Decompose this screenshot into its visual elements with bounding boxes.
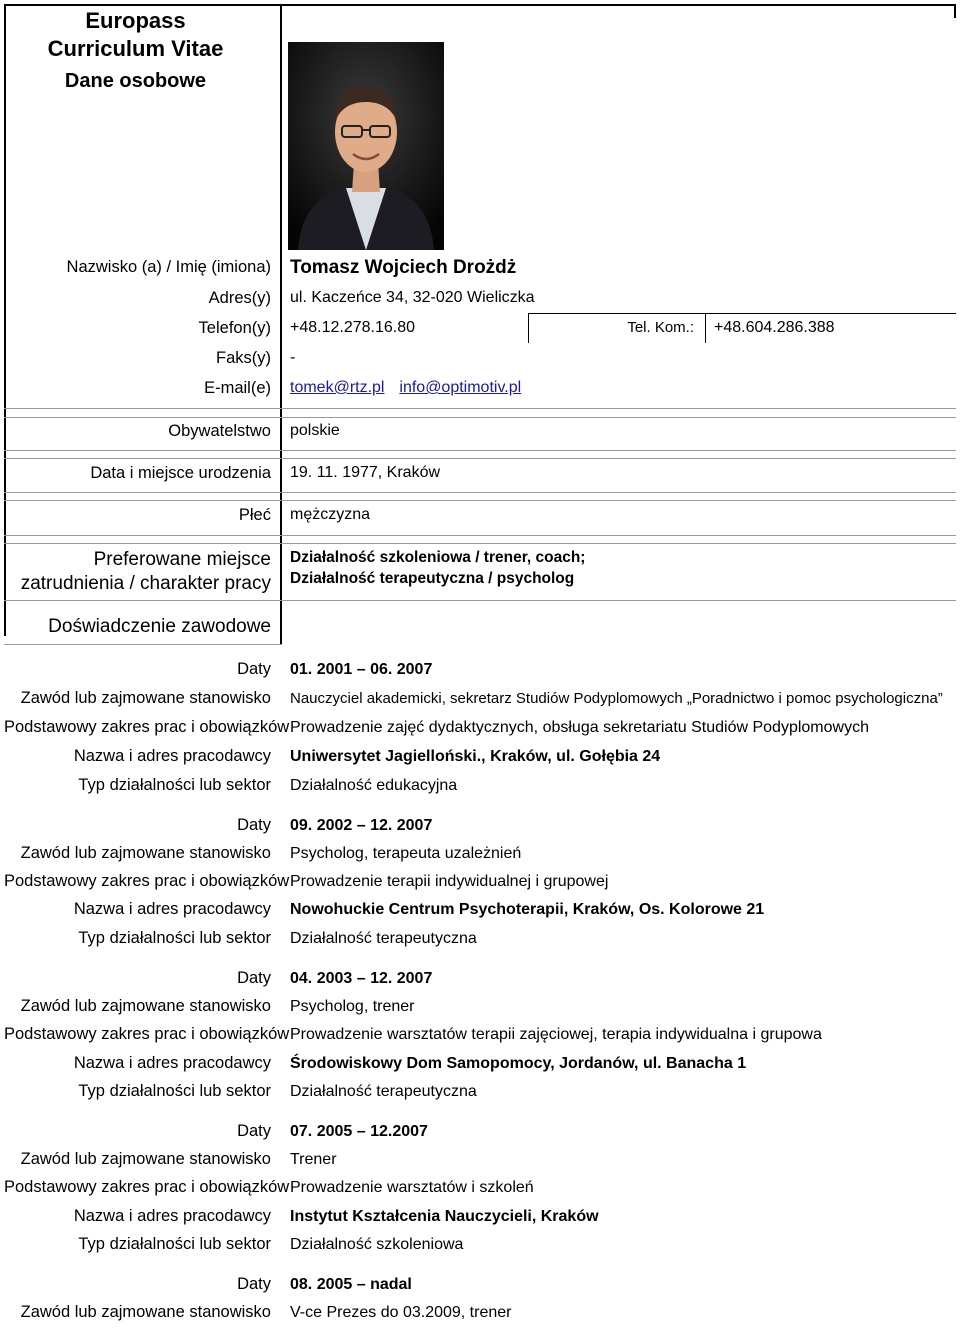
email-link-2[interactable]: info@optimotiv.pl: [399, 379, 522, 396]
birth-label: Data i miejsce urodzenia: [90, 464, 271, 482]
entry4-sector-label: Typ działalności lub sektor: [78, 1235, 271, 1253]
entry5-dates-label: Daty: [237, 1275, 271, 1293]
preferred-label-line1: Preferowane miejsce: [93, 549, 271, 570]
separator-1: [4, 408, 956, 409]
entry1-duties-label: Podstawowy zakres prac i obowiązków: [4, 718, 290, 736]
entry2-dates: 09. 2002 – 12. 2007: [290, 817, 433, 834]
experience-underline: [4, 644, 282, 645]
separator-4: [4, 458, 956, 459]
preferred-value-line2: Działalność terapeutyczna / psycholog: [290, 570, 575, 587]
entry5-dates: 08. 2005 – nadal: [290, 1276, 412, 1293]
separator-5: [4, 492, 956, 493]
entry2-position: Psycholog, terapeuta uzależnień: [290, 845, 522, 862]
entry3-duties: Prowadzenie warsztatów terapii zajęciowej, terapia indywidualna i grupowa: [290, 1026, 822, 1043]
name-value: Tomasz Wojciech Drożdż: [290, 257, 517, 278]
entry1-sector-label: Typ działalności lub sektor: [78, 776, 271, 794]
address-value: ul. Kaczeńce 34, 32-020 Wieliczka: [290, 289, 535, 306]
separator-9: [4, 600, 956, 601]
entry2-sector: Działalność terapeutyczna: [290, 930, 477, 947]
cv-title-line1: Europass: [85, 8, 186, 33]
phone-box-left: [528, 313, 529, 343]
entry5-position: V-ce Prezes do 03.2009, trener: [290, 1304, 512, 1321]
portrait-photo-icon: [288, 42, 444, 250]
phone-box-mid: [705, 313, 706, 343]
entry3-employer: Środowiskowy Dom Samopomocy, Jordanów, ul. Banacha 1: [290, 1055, 747, 1072]
phone-label: Telefon(y): [198, 319, 271, 337]
entry1-dates: 01. 2001 – 06. 2007: [290, 661, 433, 678]
frame-right: [954, 4, 956, 18]
entry3-employer-label: Nazwa i adres pracodawcy: [73, 1054, 271, 1072]
entry3-sector: Działalność terapeutyczna: [290, 1083, 477, 1100]
entry2-position-label: Zawód lub zajmowane stanowisko: [20, 844, 271, 862]
entry5-position-label: Zawód lub zajmowane stanowisko: [20, 1303, 271, 1321]
gender-label: Płeć: [238, 506, 271, 524]
frame-divider: [280, 4, 282, 644]
entry1-employer-label: Nazwa i adres pracodawcy: [73, 747, 271, 765]
entry2-employer: Nowohuckie Centrum Psychoterapii, Kraków, Os. Kolorowe 21: [290, 901, 765, 918]
gender-value: mężczyzna: [290, 506, 371, 523]
citizenship-label: Obywatelstwo: [168, 422, 271, 440]
entry4-employer-label: Nazwa i adres pracodawcy: [73, 1207, 271, 1225]
phone-value: +48.12.278.16.80: [290, 319, 416, 336]
entry1-position: Nauczyciel akademicki, sekretarz Studiów Podyplomowych „Poradnictwo i pomoc psychologiczna”: [290, 690, 943, 707]
entry3-duties-label: Podstawowy zakres prac i obowiązków: [4, 1025, 290, 1043]
citizenship-value: polskie: [290, 422, 340, 439]
entry1-dates-label: Daty: [237, 660, 271, 678]
entry4-duties: Prowadzenie warsztatów i szkoleń: [290, 1179, 534, 1196]
entry2-dates-label: Daty: [237, 816, 271, 834]
birth-value: 19. 11. 1977, Kraków: [290, 464, 441, 481]
entry4-dates: 07. 2005 – 12.2007: [290, 1123, 428, 1140]
frame-top: [4, 4, 956, 6]
cv-title-line2: Curriculum Vitae: [47, 36, 224, 61]
separator-2: [4, 417, 956, 418]
cv-page: [4, 4, 956, 1326]
entry3-sector-label: Typ działalności lub sektor: [78, 1082, 271, 1100]
entry4-position: Trener: [290, 1151, 337, 1168]
separator-3: [4, 450, 956, 451]
entry2-sector-label: Typ działalności lub sektor: [78, 929, 271, 947]
email-values: [290, 379, 521, 397]
entry1-position-label: Zawód lub zajmowane stanowisko: [20, 689, 271, 707]
preferred-label-line2: zatrudnienia / charakter pracy: [20, 573, 271, 594]
fax-label: Faks(y): [216, 349, 271, 367]
separator-6: [4, 500, 956, 501]
entry1-sector: Działalność edukacyjna: [290, 777, 458, 794]
entry1-duties: Prowadzenie zajęć dydaktycznych, obsługa sekretariatu Studiów Podyplomowych: [290, 719, 869, 736]
preferred-value-line1: Działalność szkoleniowa / trener, coach;: [290, 549, 586, 566]
address-label: Adres(y): [208, 289, 271, 307]
fax-value: -: [290, 349, 296, 366]
entry4-position-label: Zawód lub zajmowane stanowisko: [20, 1150, 271, 1168]
entry2-duties-label: Podstawowy zakres prac i obowiązków: [4, 872, 290, 890]
entry4-sector: Działalność szkoleniowa: [290, 1236, 464, 1253]
section-personal-title: Dane osobowe: [64, 70, 207, 92]
separator-7: [4, 535, 956, 536]
entry3-position: Psycholog, trener: [290, 998, 415, 1015]
mobile-value: +48.604.286.388: [714, 319, 835, 336]
name-label: Nazwisko (a) / Imię (imiona): [66, 258, 271, 276]
entry2-employer-label: Nazwa i adres pracodawcy: [73, 900, 271, 918]
separator-8: [4, 543, 956, 544]
email-link-1[interactable]: tomek@rtz.pl: [290, 379, 385, 396]
experience-section-title: Doświadczenie zawodowe: [48, 616, 271, 637]
portrait-photo: [288, 42, 444, 250]
entry3-dates: 04. 2003 – 12. 2007: [290, 970, 433, 987]
mobile-label: Tel. Kom.:: [627, 319, 694, 336]
entry1-employer: Uniwersytet Jagielloński., Kraków, ul. Gołębia 24: [290, 748, 661, 765]
entry2-duties: Prowadzenie terapii indywidualnej i grupowej: [290, 873, 609, 890]
entry4-dates-label: Daty: [237, 1122, 271, 1140]
entry3-dates-label: Daty: [237, 969, 271, 987]
entry4-duties-label: Podstawowy zakres prac i obowiązków: [4, 1178, 290, 1196]
entry4-employer: Instytut Kształcenia Nauczycieli, Kraków: [290, 1208, 599, 1225]
phone-box-top: [528, 313, 956, 314]
entry3-position-label: Zawód lub zajmowane stanowisko: [20, 997, 271, 1015]
email-label: E-mail(e): [204, 379, 271, 397]
